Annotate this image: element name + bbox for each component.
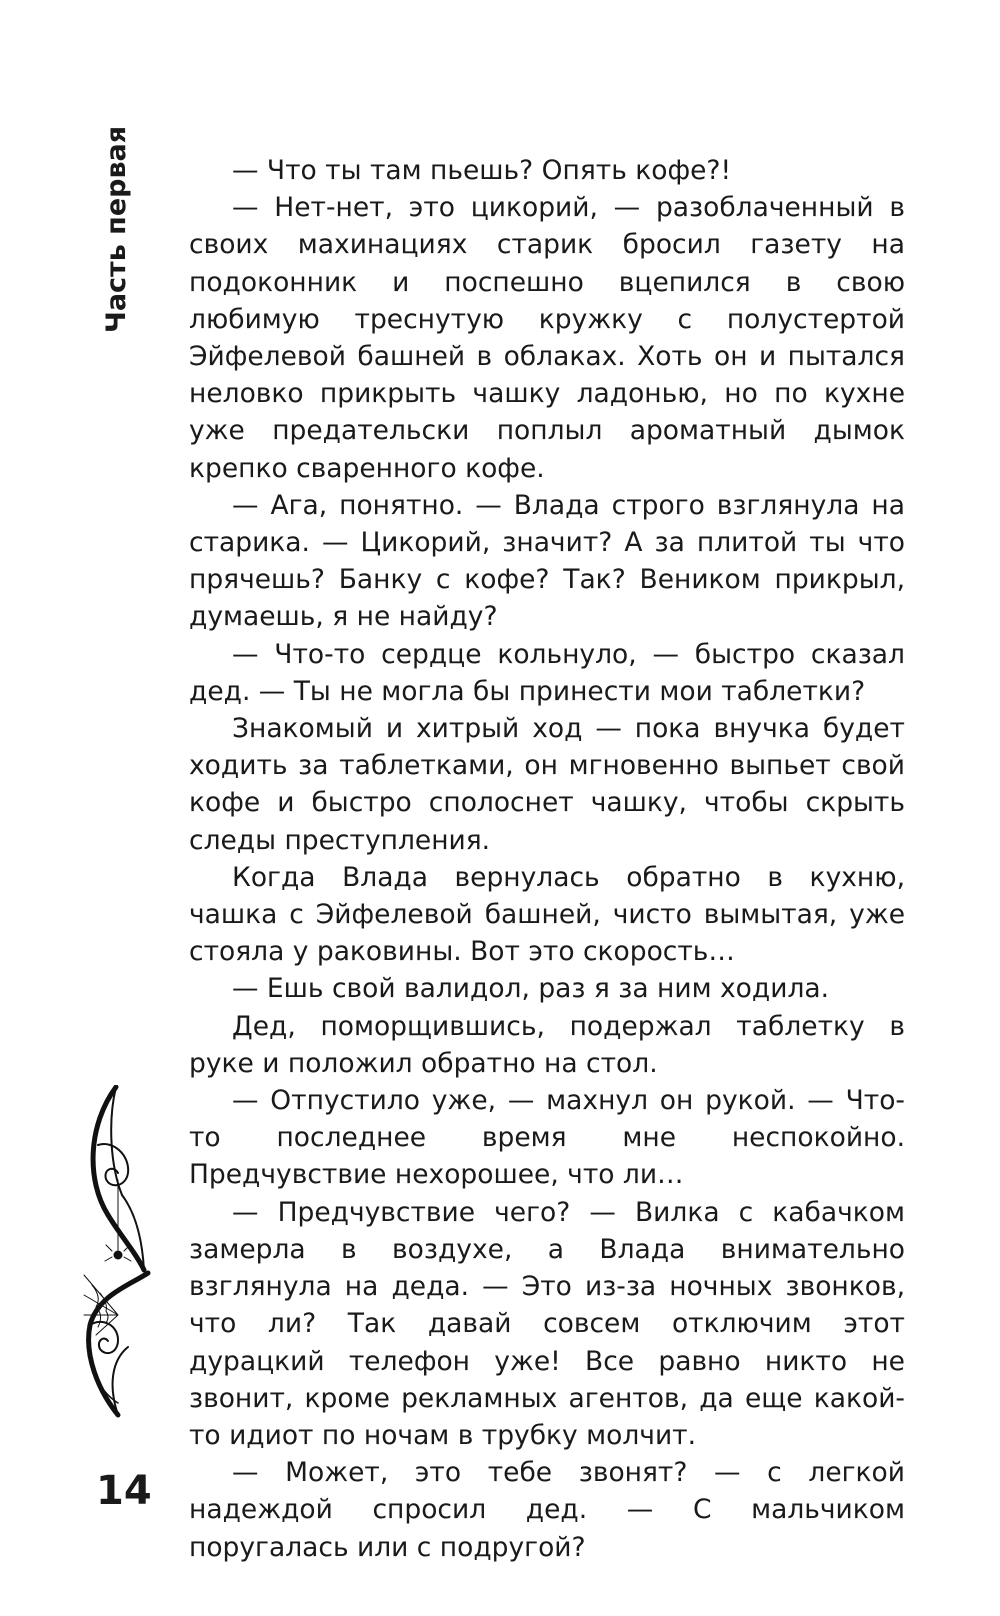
paragraph: — Может, это тебе звонят? — с легкой надеждой спросил дед. — С мальчиком поругалась или с подругой? bbox=[189, 1457, 905, 1563]
paragraph: — Предчувствие чего? — Вилка с кабачком замерла в воздухе, а Влада внимательно взглянула на деда. — Это из-за ночных звонков, что ли? Так давай совсем отключим этот дурацкий телефон уже! Все равно никто не звонит, кроме рекламных агентов, да еще какой-то идиот по ночам в трубку молчит. bbox=[189, 1196, 905, 1451]
paragraph: — Что-то сердце кольнуло, — быстро сказал дед. — Ты не могла бы принести мои таблетки? bbox=[189, 638, 905, 707]
paragraph: — Ешь свой валидол, раз я за ним ходила. bbox=[232, 973, 830, 1005]
page-number: 14 bbox=[96, 1468, 152, 1514]
running-head-text: Часть первая bbox=[101, 125, 132, 333]
paragraph: — Нет-нет, это цикорий, — разоблаченный в своих махинациях старик бросил газету на подоконник и поспешно вцепился в свою любимую треснутую кружку с полустертой Эйфелевой башней в облаках. Хоть он и пытался неловко прикрыть чашку ладонью, но по кухне уже предательски поплыл ароматный дымок крепко сваренного кофе. bbox=[189, 192, 905, 484]
paragraph: — Что ты там пьешь? Опять кофе?! bbox=[232, 155, 732, 186]
body-text bbox=[189, 152, 905, 1566]
paragraph: Знакомый и хитрый ход — пока внучка будет ходить за таблетками, он мгновенно выпьет свой кофе и быстро сполоснет чашку, чтобы скрыть следы преступления. bbox=[189, 713, 905, 856]
running-head bbox=[101, 125, 134, 333]
spiderweb-ornament bbox=[78, 1085, 158, 1420]
paragraph: Дед, поморщившись, подержал таблетку в руке и положил обратно на стол. bbox=[189, 1010, 905, 1079]
paragraph: Когда Влада вернулась обратно в кухню, чашка с Эйфелевой башней, чисто вымытая, уже стояла у раковины. Вот это скорость… bbox=[189, 861, 905, 968]
paragraph: — Ага, понятно. — Влада строго взглянула на старика. — Цикорий, значит? А за плитой ты что прячешь? Банку с кофе? Так? Веником прикрыл, думаешь, я не найду? bbox=[189, 489, 905, 633]
paragraph: — Отпустило уже, — махнул он рукой. — Что-то последнее время мне неспокойно. Предчувствие нехорошее, что ли… bbox=[189, 1085, 905, 1191]
